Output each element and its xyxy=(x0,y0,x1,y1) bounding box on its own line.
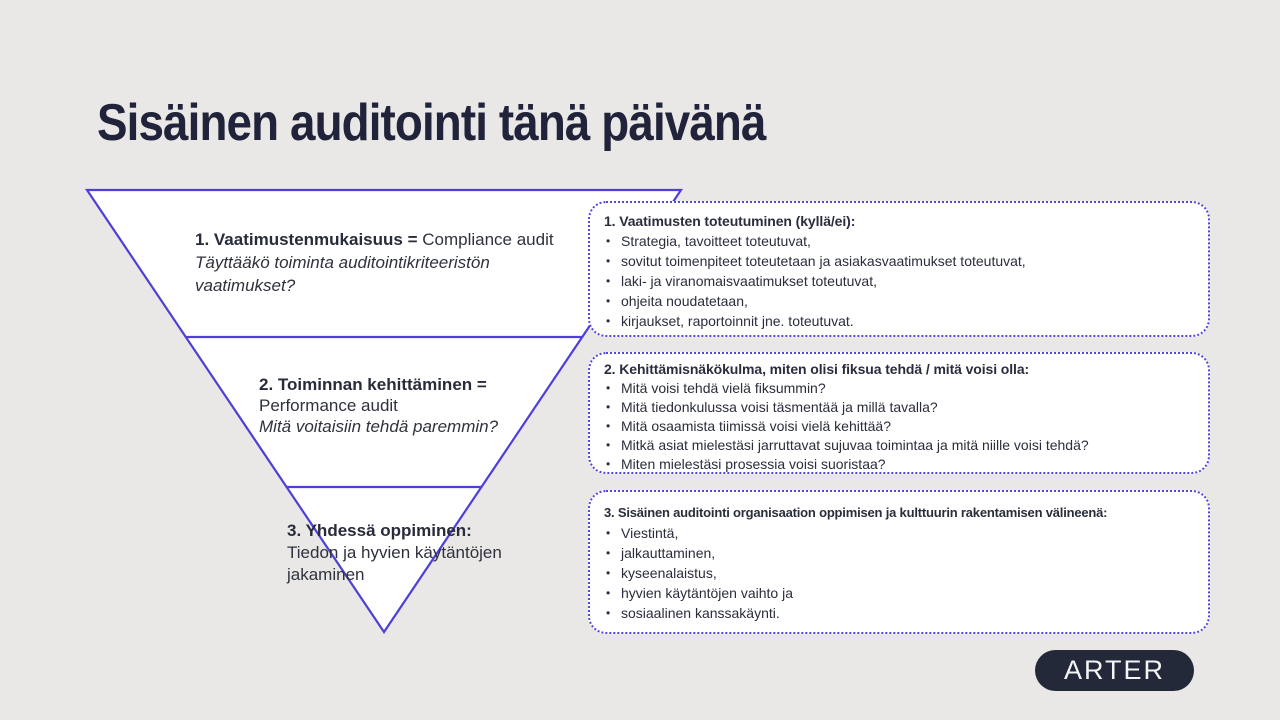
bullet-icon: • xyxy=(606,400,611,414)
list-item xyxy=(604,563,1196,583)
list-item-text: Viestintä, xyxy=(621,525,679,541)
list-item-text: Miten mielestäsi prosessia voisi suoristaa? xyxy=(621,456,886,472)
info-box-3 xyxy=(588,490,1210,634)
funnel-level-2-heading-rest: Performance audit xyxy=(259,396,398,415)
list-item xyxy=(604,311,1196,331)
bullet-icon: • xyxy=(606,438,611,452)
funnel-level-1 xyxy=(195,228,587,297)
bullet-icon: • xyxy=(606,294,611,308)
funnel-level-1-heading-rest: Compliance audit xyxy=(422,230,554,249)
funnel-level-2-note: Mitä voitaisiin tehdä paremmin? xyxy=(259,417,499,436)
list-item xyxy=(604,603,1196,623)
list-item xyxy=(604,523,1196,543)
list-item-text: jalkauttaminen, xyxy=(621,545,716,561)
list-item-text: sosiaalinen kanssakäynti. xyxy=(621,605,780,621)
list-item-text: hyvien käytäntöjen vaihto ja xyxy=(621,585,793,601)
list-item-text: laki- ja viranomaisvaatimukset toteutuvat, xyxy=(621,273,877,289)
list-item xyxy=(604,436,1196,455)
slide-title: Sisäinen auditointi tänä päivänä xyxy=(97,94,766,152)
list-item xyxy=(604,543,1196,563)
info-box-2 xyxy=(588,352,1210,474)
bullet-icon: • xyxy=(606,606,611,620)
funnel-level-3-heading-rest: Tiedon ja hyvien käytäntöjen jakaminen xyxy=(287,543,502,584)
list-item xyxy=(604,417,1196,436)
funnel-level-3 xyxy=(287,520,513,586)
bullet-icon: • xyxy=(606,274,611,288)
bullet-icon: • xyxy=(606,526,611,540)
bullet-icon: • xyxy=(606,546,611,560)
list-item xyxy=(604,379,1196,398)
bullet-icon: • xyxy=(606,381,611,395)
info-box-1-title: 1. Vaatimusten toteutuminen (kyllä/ei): xyxy=(604,213,856,229)
list-item-text: Mitä tiedonkulussa voisi täsmentää ja millä tavalla? xyxy=(621,399,938,415)
list-item xyxy=(604,271,1196,291)
list-item-text: kirjaukset, raportoinnit jne. toteutuvat. xyxy=(621,313,854,329)
funnel-level-2-heading-bold: 2. Toiminnan kehittäminen = xyxy=(259,375,487,394)
info-box-2-title: 2. Kehittämisnäkökulma, miten olisi fiksua tehdä / mitä voisi olla: xyxy=(604,361,1030,377)
list-item-text: kyseenalaistus, xyxy=(621,565,717,581)
list-item-text: ohjeita noudatetaan, xyxy=(621,293,748,309)
arter-logo xyxy=(1035,650,1194,691)
funnel-level-1-heading-bold: 1. Vaatimustenmukaisuus = xyxy=(195,230,423,249)
bullet-icon: • xyxy=(606,457,611,471)
list-item-text: Mitä osaamista tiimissä voisi vielä kehittää? xyxy=(621,418,891,434)
list-item-text: Strategia, tavoitteet toteutuvat, xyxy=(621,233,811,249)
arter-logo-text: ARTER xyxy=(1063,655,1166,685)
list-item-text: Mitä voisi tehdä vielä fiksummin? xyxy=(621,380,826,396)
info-box-1 xyxy=(588,201,1210,337)
bullet-icon: • xyxy=(606,254,611,268)
funnel-level-1-heading xyxy=(195,228,587,251)
bullet-icon: • xyxy=(606,586,611,600)
info-box-3-title: 3. Sisäinen auditointi organisaation oppimisen ja kulttuurin rakentamisen välineenä: xyxy=(604,505,1108,520)
list-item xyxy=(604,231,1196,251)
funnel-level-2 xyxy=(259,374,527,437)
bullet-icon: • xyxy=(606,566,611,580)
bullet-icon: • xyxy=(606,419,611,433)
funnel-level-3-heading-bold: 3. Yhdessä oppiminen: xyxy=(287,521,472,540)
list-item xyxy=(604,455,1196,474)
list-item xyxy=(604,398,1196,417)
funnel-level-1-note: Täyttääkö toiminta auditointikriteeristön vaatimukset? xyxy=(195,253,490,295)
list-item-text: sovitut toimenpiteet toteutetaan ja asiakasvaatimukset toteutuvat, xyxy=(621,253,1026,269)
bullet-icon: • xyxy=(606,314,611,328)
list-item xyxy=(604,291,1196,311)
bullet-icon: • xyxy=(606,234,611,248)
list-item-text: Mitkä asiat mielestäsi jarruttavat sujuvaa toimintaa ja mitä niille voisi tehdä? xyxy=(621,437,1089,453)
list-item xyxy=(604,583,1196,603)
list-item xyxy=(604,251,1196,271)
